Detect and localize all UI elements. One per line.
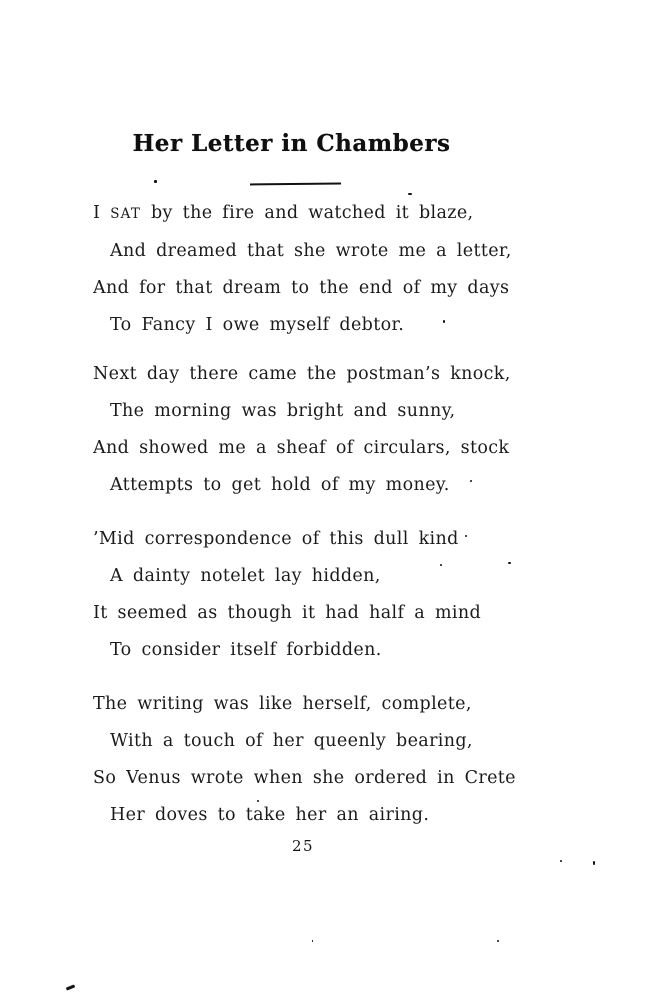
poem-line: Next day there came the postman’s knock, (93, 364, 511, 384)
ink-speck (408, 193, 412, 195)
poem-line: And showed me a sheaf of circulars, stock (93, 438, 510, 458)
poem-title: Her Letter in Chambers (132, 130, 451, 157)
poem-line: ’Mid correspondence of this dull kind (93, 529, 459, 549)
ink-speck (440, 564, 442, 566)
ink-speck (593, 861, 595, 865)
ink-speck (465, 535, 467, 537)
ink-speck (154, 180, 157, 183)
poem-line: So Venus wrote when she ordered in Crete (93, 768, 516, 788)
poem-line: A dainty notelet lay hidden, (110, 566, 381, 586)
stanza-2 (93, 356, 573, 504)
opening-rest: by the fire and watched it blaze, (150, 203, 474, 223)
poem-line: And for that dream to the end of my days (93, 278, 510, 298)
poem-line: The morning was bright and sunny, (110, 401, 456, 421)
opening-smallcaps: SAT (110, 206, 142, 222)
ink-speck (66, 984, 75, 990)
ink-speck (508, 562, 511, 564)
ink-speck (560, 860, 562, 862)
stanza-3 (93, 521, 573, 669)
poem-line: To consider itself forbidden. (110, 640, 382, 660)
poem-line: It seemed as though it had half a mind (93, 603, 482, 623)
poem-line (93, 195, 573, 233)
ink-speck (443, 320, 445, 323)
stanza-4 (93, 686, 573, 834)
ink-speck (312, 940, 313, 942)
poem-line: Attempts to get hold of my money. (110, 475, 450, 495)
stanza-1 (93, 195, 573, 344)
ink-speck (497, 940, 499, 942)
opening-word: I (93, 203, 101, 223)
ink-speck (257, 800, 259, 802)
page-number: 25 (291, 837, 315, 855)
poem-line: And dreamed that she wrote me a letter, (110, 241, 512, 261)
poem-line: To Fancy I owe myself debtor. (110, 315, 405, 335)
title-rule-divider (250, 183, 341, 186)
poem-line: With a touch of her queenly bearing, (110, 731, 473, 751)
ink-speck (470, 480, 472, 482)
poem-line: The writing was like herself, complete, (93, 694, 472, 714)
poem-line: Her doves to take her an airing. (110, 805, 430, 825)
